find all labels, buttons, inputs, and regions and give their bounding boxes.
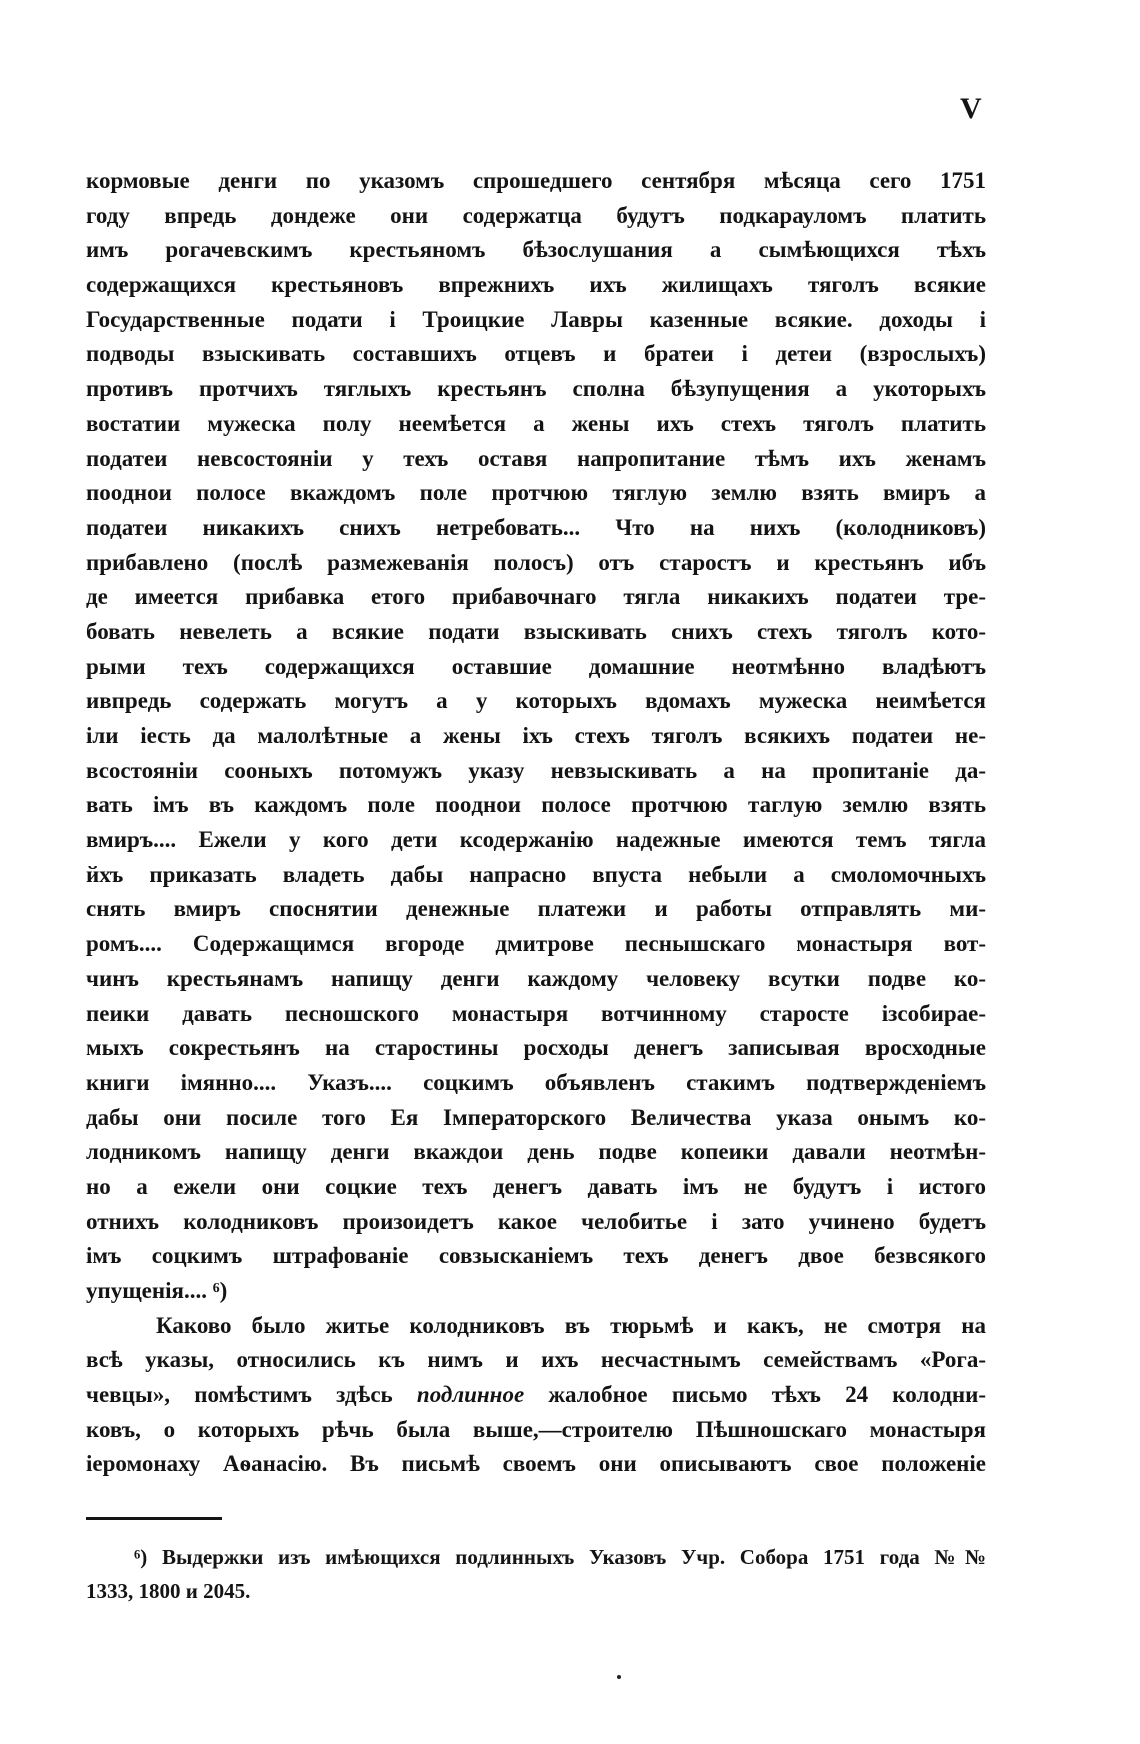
text-fragment: чевцы», помѣстимъ здѣсь [86, 1382, 393, 1408]
print-speck [617, 1675, 621, 1679]
text-line: йхъ приказать владеть дабы напрасно впуста небыли а смоломочныхъ [86, 861, 986, 887]
text-line: отнихъ колодниковъ произоидетъ какое челобитье і зато учинено будетъ [86, 1208, 986, 1234]
text-line: імъ соцкимъ штрафованіе совзысканіемъ техъ денегъ двое безвсякого [86, 1243, 986, 1269]
text-fragment: жалобное письмо тѣхъ 24 колодни- [548, 1382, 986, 1408]
text-line: противъ протчихъ тяглыхъ крестьянъ сполна бѣзупущения а укоторыхъ [86, 376, 986, 402]
text-line: іли іесть да малолѣтные а жены іхъ стехъ тяголъ всякихъ податеи не- [86, 723, 986, 748]
text-line: ковъ, о которыхъ рѣчь была выше,—строителю Пѣшношскаго монастыря [86, 1416, 986, 1442]
text-line: кормовые денги по указомъ спрошедшего сентября мѣсяца сего 1751 [86, 168, 986, 193]
footnote-line: ⁶) Выдержки изъ имѣющихся подлинныхъ Указовъ Учр. Собора 1751 года №№ [134, 1545, 986, 1569]
text-line: мыхъ сокрестьянъ на старостины росходы денегъ записывая вросходные [86, 1035, 986, 1061]
text-line: іеромонаху Аѳанасію. Въ письмѣ своемъ они описываютъ свое положеніе [86, 1451, 986, 1477]
text-line: вмиръ.... Ежели у кого дети ксодержанію надежные имеются темъ тягла [86, 827, 986, 853]
text-line: поoднои полосе вкаждомъ поле протчюю тяглую землю взять вмиръ а [86, 480, 986, 506]
text-line: содержащихся крестьяновъ впрежнихъ ихъ жилищахъ тяголъ всякие [86, 272, 986, 298]
page-number: V [960, 92, 982, 125]
text-line: востатии мужеска полу неемѣется а жены ихъ стехъ тяголъ платить [86, 410, 986, 436]
text-line: чинъ крестьянамъ напищу денги каждому человеку всутки подве ко- [86, 965, 986, 991]
text-line: но а ежели они соцкие техъ денегъ давать імъ не будутъ і истого [86, 1173, 986, 1199]
text-line: прибавлено (послѣ размежеванія полосъ) отъ старостъ и крестьянъ ибъ [86, 549, 986, 575]
italic-emphasis: подлинное [416, 1382, 525, 1408]
text-line: лодникомъ напищу денги вкаждои день подве копеики давали неотмѣн- [86, 1139, 986, 1165]
text-line: упущенія.... ⁶) [86, 1278, 228, 1303]
text-line: вать імъ въ каждомъ поле поoднои полосе протчюю таглую землю взять [86, 792, 986, 818]
text-line: книги імянно.... Указъ.... соцкимъ объявленъ стакимъ подтвержденіемъ [86, 1069, 986, 1095]
main-text-block [86, 164, 986, 1482]
text-line: ромъ.... Содержащимся вгороде дмитрове песнышскаго монастыря вот- [86, 931, 986, 957]
footnote [86, 1540, 986, 1608]
text-line: де имеется прибавка етого прибавочнаго тягла никакихъ податеи тре- [86, 584, 986, 610]
text-line: всостояніи сооныхъ потомужъ указу невзыскивать а на пропитаніе да- [86, 757, 986, 783]
text-line: рыми техъ содержащихся оставшие домашние неотмѣнно владѣютъ [86, 653, 986, 679]
text-line [86, 1378, 986, 1413]
text-line: всѣ указы, относились къ нимъ и ихъ несчастнымъ семействамъ «Рога- [86, 1347, 986, 1373]
text-line: подводы взыскивать составшихъ отцевъ и братеи і детеи (взрослыхъ) [86, 341, 986, 367]
text-line: бовать невелеть а всякие подати взыскивать сниxъ стехъ тяголъ кото- [86, 618, 986, 644]
text-line: податеи невсостояніи у техъ оставя напропитание тѣмъ ихъ женамъ [86, 445, 986, 471]
text-line: пеики давать песношского монастыря вотчинному старосте ізсобирае- [86, 1000, 986, 1026]
text-line: снять вмиръ споснятии денежные платежи и работы отправлять ми- [86, 896, 986, 922]
text-line: ивпредь содержать могутъ а у которыхъ вдомахъ мужеска неимѣется [86, 688, 986, 714]
footnote-line: 1333, 1800 и 2045. [86, 1579, 251, 1603]
text-line: дабы они посиле того Ея Імператорского Величества указа онымъ ко- [86, 1104, 986, 1130]
text-line: имъ рогачевскимъ крестьяномъ бѣзослушания а сымѣющихся тѣхъ [86, 237, 986, 263]
text-line: податеи никакихъ сниxъ нетребовать... Что на нихъ (колодниковъ) [86, 514, 986, 540]
text-line: Государственные подати і Троицкие Лавры казенные всякие. доходы і [86, 306, 986, 332]
footnote-divider [86, 1517, 222, 1520]
paragraph-first-line: Каково было житье колодниковъ въ тюрьмѣ и какъ, не смотря на [156, 1312, 986, 1338]
text-line: году впредь дондеже они содержатца будутъ подкарауломъ платить [86, 202, 986, 228]
